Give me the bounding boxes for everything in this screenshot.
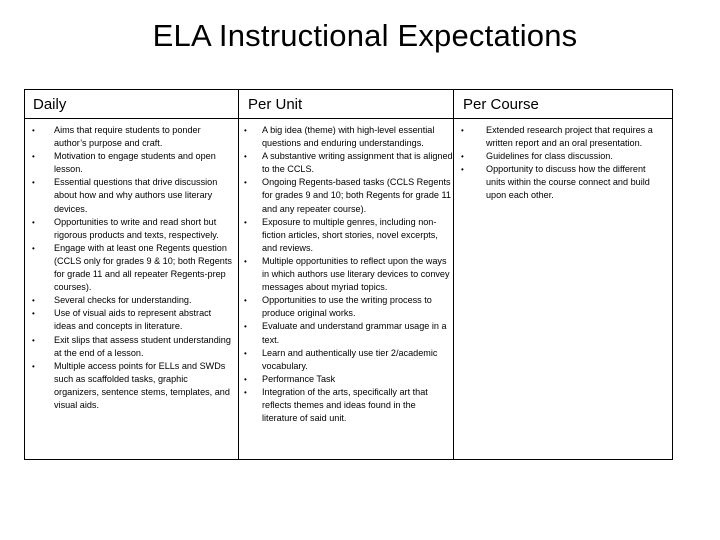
bullet-icon: •: [244, 152, 247, 162]
bullet-icon: •: [244, 374, 247, 384]
list-item: • Integration of the arts, specifically art that reflects themes and ideas found in the literature of said unit.: [244, 386, 428, 424]
bullet-icon: •: [32, 361, 35, 371]
list-item: • Learn and authentically use tier 2/academic vocabulary.: [244, 347, 438, 371]
bullet-icon: •: [244, 322, 247, 332]
bullet-icon: •: [32, 126, 35, 135]
list-item: • Evaluate and understand grammar usage in a text.: [244, 321, 447, 345]
bullet-icon: •: [244, 126, 247, 135]
bullet-icon: •: [461, 152, 464, 162]
bullet-icon: •: [461, 165, 464, 175]
column-per-unit: [244, 124, 453, 425]
list-item: • A substantive writing assignment that is aligned to the CCLS.: [244, 151, 453, 175]
header-per-unit: Per Unit: [248, 96, 303, 113]
column-divider: [238, 90, 239, 459]
page-title: ELA Instructional Expectations: [152, 18, 578, 53]
list-item: • Opportunity to discuss how the different units within the course connect and build upon each other.: [461, 164, 650, 201]
header-divider: [25, 118, 672, 119]
list-item: • Performance Task: [244, 373, 453, 386]
bullet-icon: •: [244, 217, 247, 227]
bullet-icon: •: [32, 296, 35, 306]
header-per-course: Per Course: [463, 96, 539, 113]
list-item: • Ongoing Regents-based tasks (CCLS Regents for grades 9 and 10; both Regents for grade 11 and any repeater course).: [244, 177, 451, 214]
list-item: • Several checks for understanding.: [32, 294, 232, 307]
bullet-icon: •: [244, 256, 247, 266]
list-item: • Multiple opportunities to reflect upon the ways in which authors use literary devices to convey messages about myriad topics.: [244, 255, 450, 293]
list-item: • Motivation to engage students and open lesson.: [32, 151, 216, 175]
list-item: • Use of visual aids to represent abstract ideas and concepts in literature.: [32, 308, 212, 332]
bullet-icon: •: [32, 178, 35, 188]
bullet-icon: •: [244, 178, 247, 188]
column-per-course: [461, 124, 666, 203]
list-item: • Guidelines for class discussion.: [461, 150, 666, 163]
bullet-icon: •: [32, 152, 35, 162]
list-item: • Engage with at least one Regents question (CCLS only for grades 9 & 10; both Regents for grade 11 and all repeater Regents-prep courses).: [32, 242, 232, 293]
list-item: • Exit slips that assess student understanding at the end of a lesson.: [32, 334, 231, 358]
bullet-icon: •: [244, 348, 247, 358]
bullet-icon: •: [461, 126, 464, 135]
bullet-icon: •: [32, 335, 35, 345]
list-item: • Opportunities to use the writing process to produce original works.: [244, 295, 432, 319]
list-item: • Aims that require students to ponder author’s purpose and craft.: [32, 125, 201, 149]
list-item: • A big idea (theme) with high-level essential questions and enduring understandings.: [244, 125, 435, 149]
list-item: • Exposure to multiple genres, including non-fiction articles, short stories, novel excerpts, and reviews.: [244, 216, 438, 253]
bullet-icon: •: [244, 296, 247, 306]
bullet-icon: •: [32, 217, 35, 227]
header-daily: Daily: [33, 96, 67, 113]
bullet-icon: •: [32, 309, 35, 319]
column-daily: [32, 124, 232, 412]
bullet-icon: •: [32, 243, 35, 253]
expectations-table: [24, 89, 673, 460]
list-item: • Multiple access points for ELLs and SWDs such as scaffolded tasks, graphic organizers, sentence stems, templates, and visual aids.: [32, 360, 230, 410]
list-item: • Opportunities to write and read short but rigorous products and texts, respectively.: [32, 216, 219, 240]
bullet-icon: •: [244, 387, 247, 397]
column-divider: [453, 90, 454, 459]
list-item: • Essential questions that drive discussion about how and why authors use literary devices.: [32, 177, 218, 214]
list-item: • Extended research project that requires a written report and an oral presentation.: [461, 125, 653, 149]
